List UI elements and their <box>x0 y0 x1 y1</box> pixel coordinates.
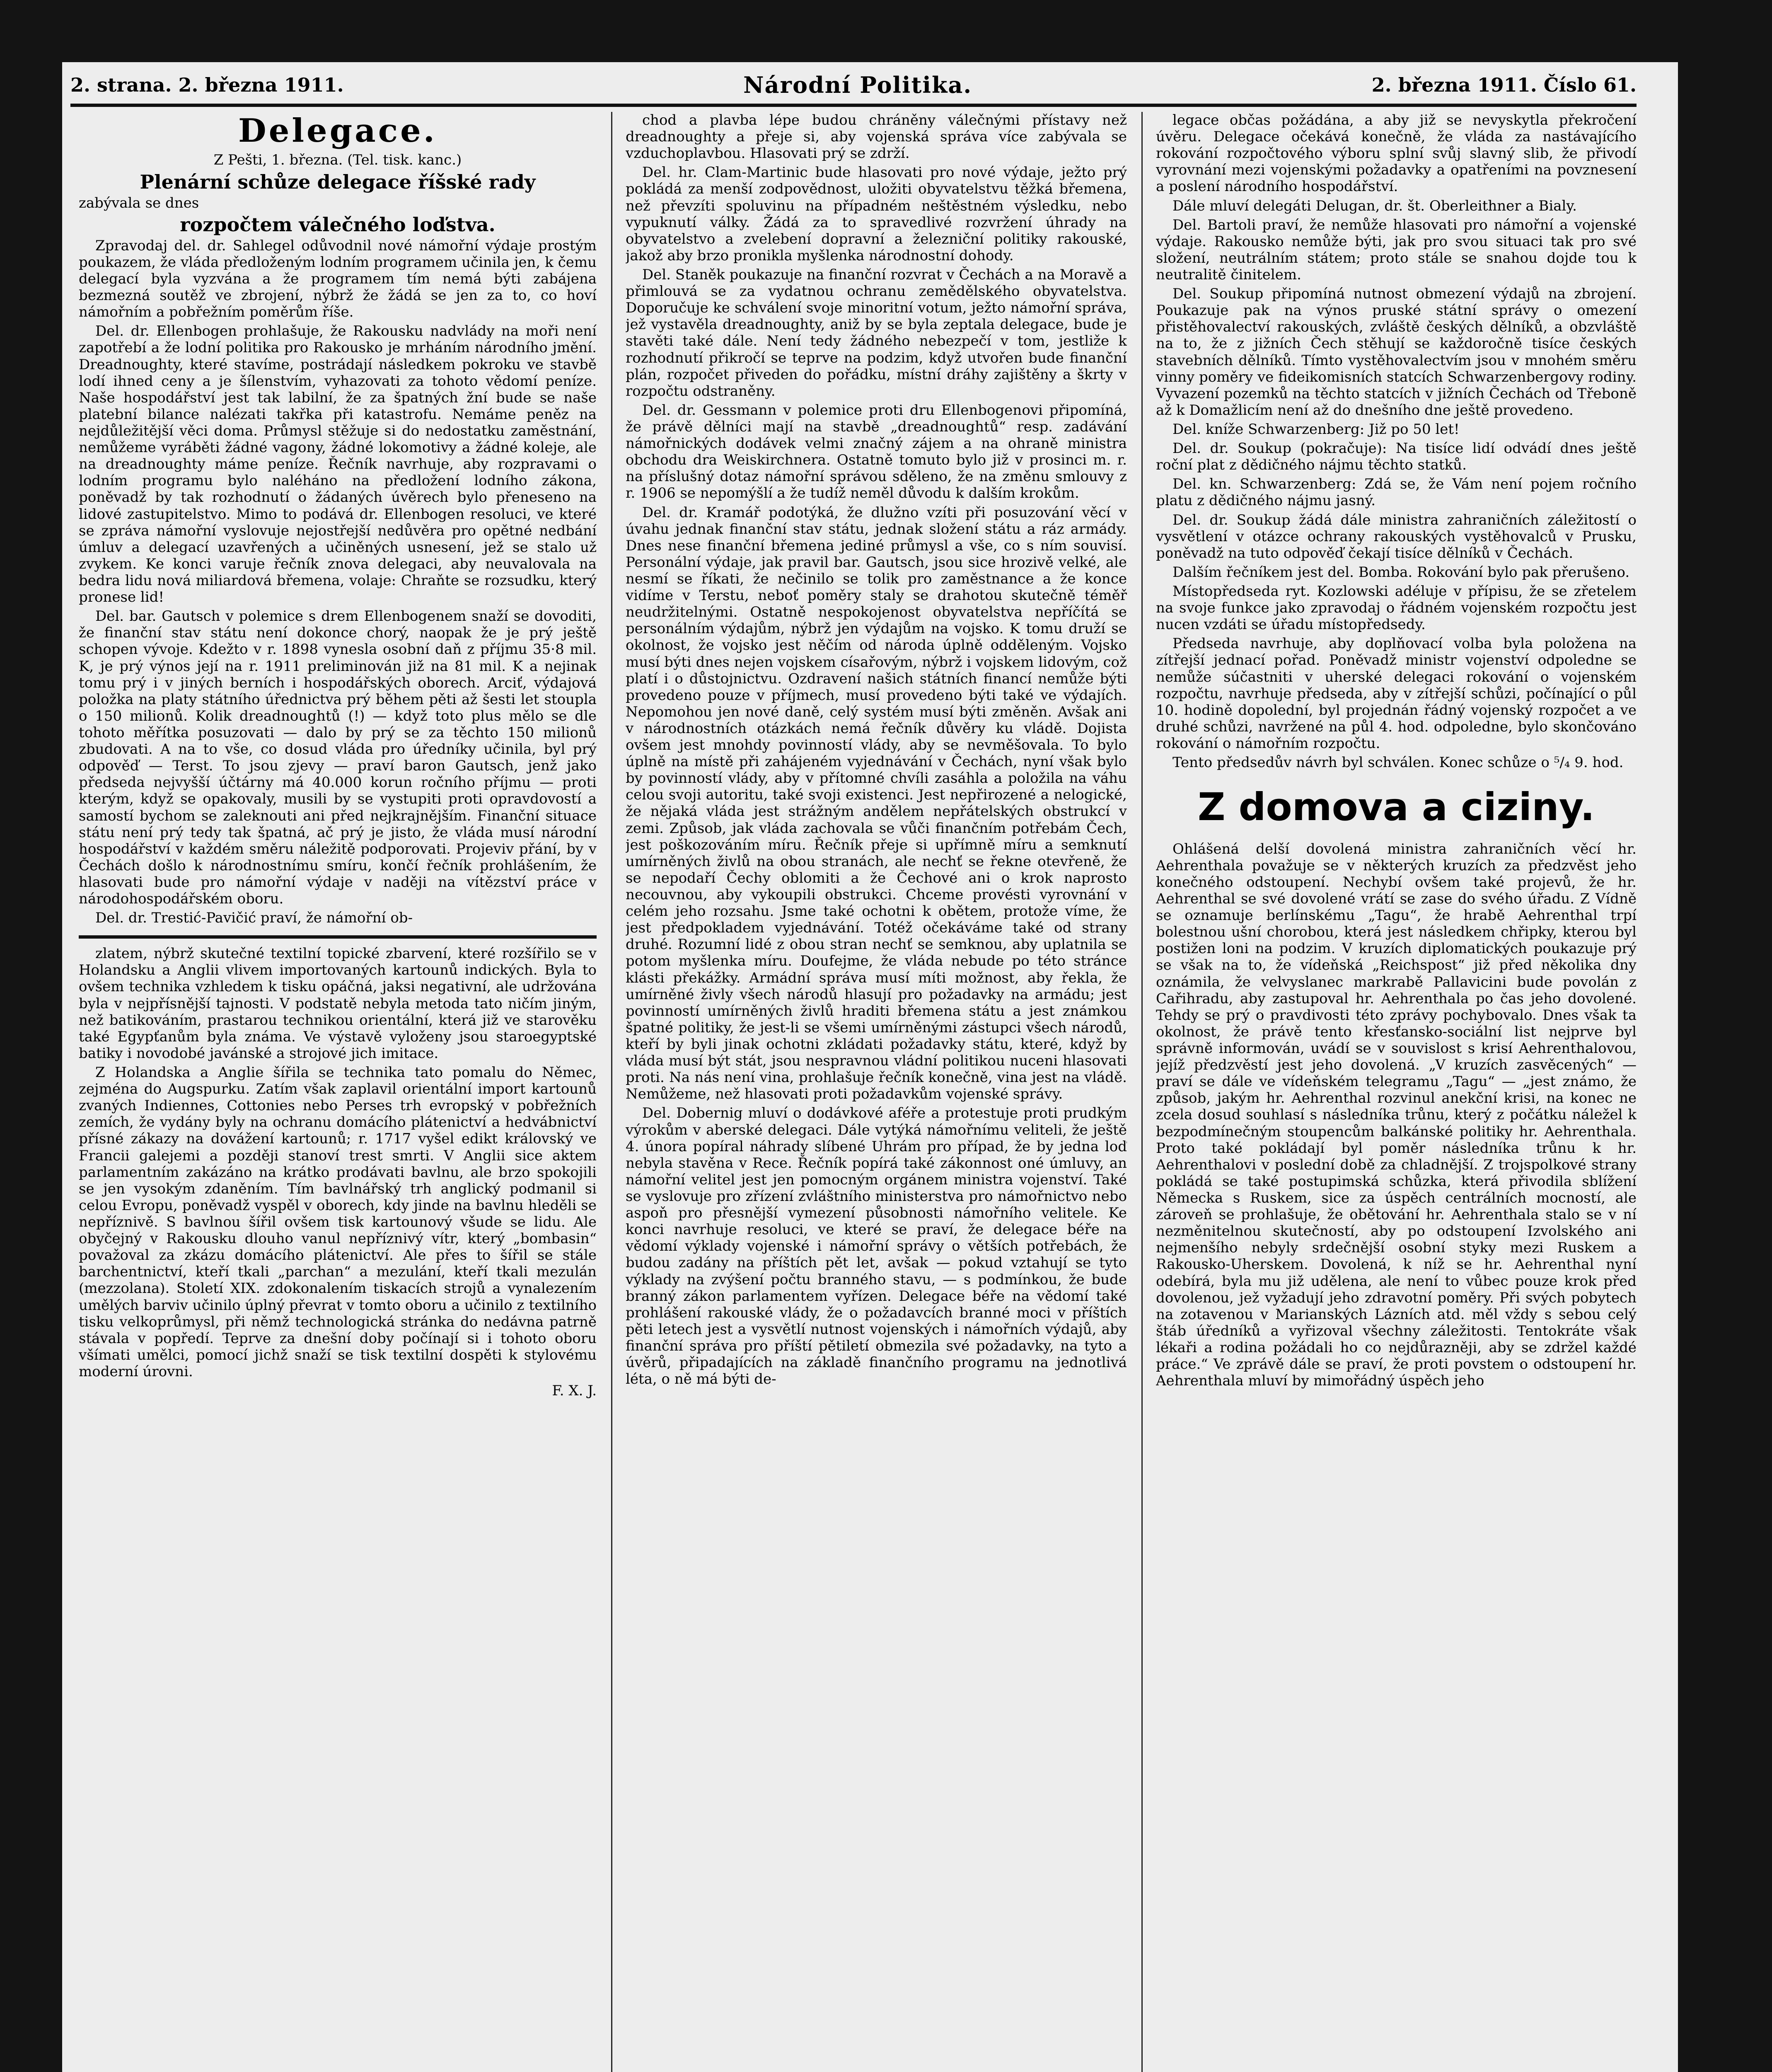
paragraph: Zpravodaj del. dr. Sahlegel odůvodnil nové námořní výdaje prostým poukazem, že vláda předloženým lodním programem učinila jen, k čemu delegací byla vyzvána a že programem tím nemá býti zabájena bezmezná soutěž ve zbrojení, nýbrž že žádá se jen za to, co hoví námořním a pobřežním poměrům říše. <box>79 237 597 321</box>
column-3 <box>1156 112 1637 2072</box>
paragraph: Dále mluví delegáti Delugan, dr. št. Oberleithner a Bialy. <box>1172 197 1577 214</box>
header-left: 2. strana. 2. března 1911. <box>70 74 344 96</box>
paragraph: Del. Dobernig mluví o dodávkové aféře a protestuje proti prudkým výrokům v aberské delegaci. Dále vytýká námořnímu veliteli, že ještě 4. února popíral náhrady slíbené Uhrám pro případ, že by jedna loď nebyla stavěna v Rece. Řečník popírá také zákonnost oné úmluvy, an námořní velitel jest jen pomocným orgánem ministra vojenství. Také se vyslovuje pro zřízení zvláštního ministerstva pro námořnictvo nebo aspoň pro přesnější vymezení působnosti námořního velitele. Ke konci navrhuje resoluci, ve které se praví, že delegace béře na vědomí výklady vojenské i námořní správy o větších potřebách, že budou zadány na příštích pět let, avšak — pokud vztahují se tyto výklady na zvýšení počtu branného stavu, — s podmínkou, že bude branný zákon parlamentem vyřízen. Delegace béře na vědomí také prohlášení rakouské vlády, že o požadavcích branné moci v příštích pěti letech jest a vysvětlí nutnost vojenských i námořních výdajů, aby finanční správa pro příští pětiletí obmezila své požadavky, na tyto a úvěrů, připadajících na základě finančního programu na jednotlivá léta, o ně má býti de- <box>626 1105 1127 1388</box>
paragraph: Del. bar. Gautsch v polemice s drem Ellenbogenem snaží se dovoditi, že finanční stav státu není dokonce chorý, naopak že je prý ještě schopen vývoje. Kdežto v r. 1898 vynesla osobní daň z příjmu 35·8 mil. K, je prý výnos její na r. 1911 preliminován již na 81 mil. K a nejinak tomu prý i v jiných berních i hospodářských oborech. Arciť, výdajová položka na platy státního úřednictva prý během pěti až šesti let stoupla o 150 milionů. Kolik dreadnoughtů (!) — když toto plus mělo se dle tohoto měřítka posuzovati — dalo by prý se za těchto 150 milionů zbudovati. A na to vše, co dosud vláda pro úředníky učinila, byl prý odpověď — Terst. To jsou zjevy — praví baron Gautsch, jenž jako předseda nejvyšší účtárny má 40.000 korun ročního příjmu — proti kterým, když se opakovaly, musili by se vystupiti proti opravdovostí a samostí bychom se zaleknouti ani před nejkrajnějším. Finanční situace státu není prý tedy tak špatná, ač prý je jisto, že vláda musí národní hospodářství v každém směru náležitě podporovati. Projeviv přání, by v Čechách došlo k národnostnímu smíru, končí řečník prohlášením, že hlasovati bude pro námořní výdaje v naději na vítězství práce v národohospodářském oboru. <box>79 608 597 908</box>
paragraph: Del. dr. Trestić-Pavičić praví, že námořní ob- <box>95 910 413 927</box>
paragraph: Del. hr. Clam-Martinic bude hlasovati pro nové výdaje, ježto prý pokládá za menší zodpovědnost, uložiti obyvatelstvu těžká břemena, než převzíti spoluvinu na případném neštěstném výsledku, nebo vypuknutí války. Žádá za to spravedlivé rozvržení úhrady na obyvatelstvo a zvelebení dopravní a železniční politiky rakouské, jakož aby brzo pronikla myšlenka národnostní dohody. <box>626 164 1127 264</box>
paragraph: Místopředseda ryt. Kozlowski adéluje v přípisu, že se zřetelem na svoje funkce jako zpravodaj o řádném vojenském rozpočtu jest nucen vzdáti se úřadu místopředsedy. <box>1156 583 1637 633</box>
paragraph: legace občas požádána, a aby již se nevyskytla překročení úvěru. Delegace očekává konečně, že vláda za nastávajícího rokování rozpočtového výboru splní svůj slavný slib, že přivodí vyrovnání mezi vojenskými požadavky a opatřeními na povznesení a poslení národního hospodářství. <box>1156 112 1637 195</box>
header-rule <box>70 104 1637 107</box>
header-right: 2. března 1911. Číslo 61. <box>1371 74 1637 96</box>
paragraph: Tento předsedův návrh byl schválen. Konec schůze o ⁵/₄ 9. hod. <box>1172 754 1624 771</box>
feuilleton-paragraph: zlatem, nýbrž skutečné textilní topické zbarvení, které rozšířilo se v Holandsku a Anglii vlivem importovaných kartounů indických. Byla to ovšem technika vzhledem k tisku opáčná, jaksi negativní, ale udržována byla v nejpřísnější tajnosti. V podstatě nebyla metoda tato ničím jiným, než batikováním, prastarou technikou orientální, která již ve starověku také Egypťanům byla známa. Ve výstavě vyloženy jsou staroegyptské batiky i novodobé javánské a strojové jich imitace. <box>79 945 597 1062</box>
paragraph: Del. dr. Ellenbogen prohlašuje, že Rakousku nadvlády na moři není zapotřebí a že lodní politika pro Rakousko je mrháním národního jmění. Dreadnoughty, které stavíme, postrádají následkem pokroku ve stavbě lodí ihned ceny a je šílenstvím, vyhazovati za tohoto vědomí peníze. Naše hospodářství jest tak labilní, že za špatných žní bude se naše platební bilance nalézati takřka při katastrofu. Nemáme peněz na nejdůležitější věci doma. Průmysl stěžuje si do nedostatku zaměstnání, nemůžeme vyráběti žádné vagony, žádné lokomotivy a žádné koleje, ale na dreadnoughty máme peníze. Řečník navrhuje, aby rozpravami o lodním programu bylo naléháno na předložení lodního zákona, poněvadž by tak rozhodnutí o žádaných úvěrech bylo přeneseno na lidové zastupitelstvo. Mimo to podává dr. Ellenbogen resoluci, ve které se zpráva námořní vyslovuje nejostřejší nedůvěra pro opětné nedbání úmluv a delegací uzavřených a učiněných usnesení, jež se stalo už zvykem. Ke konci varuje řečník znova delegaci, aby neuvalovala na bedra lidu nová miliardová břemena, volaje: Chraňte se rozsudku, který pronese lid! <box>79 323 597 606</box>
column-1 <box>79 112 597 2072</box>
paragraph: Del. kníže Schwarzenberg: Již po 50 let! <box>1172 421 1460 438</box>
paragraph: Del. dr. Soukup žádá dále ministra zahraničních záležitostí o vysvětlení v otázce ochrany rakouských vystěhovalců v Prusku, poněvadž na tuto odpověď čekají tisíce dělníků v Čechách. <box>1156 511 1637 562</box>
subhead-plenary: Plenární schůze delegace říšské rady <box>140 171 536 194</box>
paragraph: Dalším řečníkem jest del. Bomba. Rokování bylo pak přerušeno. <box>1172 564 1630 581</box>
subhead-occupied: zabývala se dnes <box>79 195 199 212</box>
paragraph: chod a plavba lépe budou chráněny válečnými přístavy než dreadnoughty a přeje si, aby vojenská správa více zabývala se vzduchoplavbou. Hlasovati prý se zdrží. <box>626 112 1127 162</box>
dateline: Z Pešti, 1. března. (Tel. tisk. kanc.) <box>213 152 462 169</box>
paragraph: Předseda navrhuje, aby doplňovací volba byla položena na zítřejší jednací pořad. Poněvadž ministr vojenství odpoledne se nemůže súčastniti v uherské delegaci rokování o vojenském rozpočtu, navrhuje předseda, aby v zítřejší schůzi, počínající o půl 10. hodině dopolední, byl projednán řádný vojenský rozpočet a ve druhé schůzi, navržené na půl 4. hod. odpoledne, bylo skončováno rokování o námořním rozpočtu. <box>1156 635 1637 752</box>
page-header <box>70 70 1637 99</box>
feuilleton-rule <box>79 935 597 939</box>
paragraph: Del. Staněk poukazuje na finanční rozvrat v Čechách a na Moravě a přimlouvá se za vydatnou ochranu zemědělského obyvatelstva. Doporučuje ke schválení svoje minoritní votum, ježto námořní správa, jež vystavěla dreadnoughty, aniž by se byla zeptala delegace, bude je stavěti také dále. Není tedy žádného nebezpečí v tom, jestliže k rozhodnutí přikročí se teprve na podzim, když utvořen bude finanční plán, rozpočet přiveden do pořádku, místní dráhy zajištěny a škrty v rozpočtu odstraněny. <box>626 266 1127 399</box>
paragraph: Del. dr. Gessmann v polemice proti dru Ellenbogenovi připomíná, že právě dělníci mají na stavbě „dreadnoughtů“ resp. zadávání námořnických dodávek velmi značný zájem a na ohraně ministra obchodu dra Weiskirchnera. Ostatně tomuto bylo již v prosinci m. r. na příslušný dotaz námořní správou sděleno, že na změnu smlouvy z r. 1906 se nepomýšlí a že tudíž neměl důvodu k dalším krokům. <box>626 402 1127 502</box>
newspaper-title: Národní Politika. <box>743 72 972 98</box>
column-2 <box>626 112 1127 2072</box>
feuilleton-paragraph: Z Holandska a Anglie šířila se technika tato pomalu do Němec, zejména do Augspurku. Zatím však zaplavil orientální import kartounů zvaných Indiennes, Cottonies nebo Perses trh evropský v pobřežních zemích, že vydány byly na ochranu domácího plátenictví a hedvábnictví přísné zákazy na dovážení kartounů; r. 1717 vyšel edikt královský ve Francii galejemi a později stanoví trest smrti. V Anglii sice aktem parlamentním zakázáno na krátko prodávati bavlnu, ale brzo spokojili se jen vysokým zdaněním. Tím bavlnářský trh anglický podmanil si celou Evropu, poněvadž vyspěl v oborech, kdy jinde na bavlnu hleděli se nepříznivě. S bavlnou šířil ovšem tisk kartounový všude se lidu. Ale obyčejný v Rakousku dlouho vanul nepříznivý vítr, který „bombasin“ považoval za zkázu domácího plátenictví. Ale přes to šířil se stále barchentnictví, kteří tkali „parchan“ a mezulání, kteří tkali mezulán (mezzolana). Století XIX. zdokonalením tiskacích strojů a vynalezením umělých barviv učinilo úplný převrat v tomto oboru a učinilo z textilního tisku velkoprůmysl, při němž technologická stránka do nedávna patrně stávala v popředí. Teprve za dnešní doby počínají si i tohoto oboru všímati umělci, pomocí jichž snaží se tisk textilní dospěti k stylovému moderní úrovni. <box>79 1064 597 1380</box>
paragraph: Del. dr. Soukup (pokračuje): Na tisíce lidí odvádí dnes ještě roční plat z dědičného nájmu těchto statků. <box>1156 440 1637 474</box>
feuilleton-signature: F. X. J. <box>552 1382 597 1399</box>
paragraph: Del. Soukup připomíná nutnost obmezení výdajů na zbrojení. Poukazuje pak na výnos pruské státní správy o omezení přistěhovalectví rakouských, zvláště českých dělníků, a obzvláště na to, že z jižních Čech stěhují se každoročně tisíce českých stavebních dělníků. Tímto vystěhovalectvím jsou v mnohém směru vinny poměry ve fideikomisních statcích Schwarzenbergovy rodiny. Vyvazení pozemků na těchto statcích v jižních Čechách od Třeboně až k Domažlicím není až do dnešního dne ještě provedeno. <box>1156 286 1637 419</box>
paragraph: Del. kn. Schwarzenberg: Zdá se, že Vám není pojem ročního platu z dědičného nájmu jasný. <box>1156 476 1637 509</box>
subhead-budget: rozpočtem válečného loďstva. <box>180 213 496 236</box>
paragraph: Ohlášená delší dovolená ministra zahraničních věcí hr. Aehrenthala považuje se v některých kruzích za předzvěst jeho konečného odstoupení. Nechybí ovšem také projevů, že hr. Aehrenthal se své dovolené vrátí se zase do svého úřadu. Z Vídně se oznamuje berlínskému „Tagu“, že hrabě Aehrenthal trpí bolestnou ušní chorobou, která jest následkem chřipky, kterou byl postižen loni na podzim. V kruzích diplomatických poukazuje prý se však na to, že vídeňská „Reichspost“ již před několika dny oznámila, že velvyslanec markrabě Pallavicini bude povolán z Cařihradu, aby zastupoval hr. Aehrenthala po čas jeho dovolené. Tehdy se prý o pravdivosti této zprávy pochybovalo. Dnes však ta okolnost, že právě tento křesťansko-sociální list nejprve byl správně informován, uvádí se v souvislost s krisí Aehrenthalovou, jejíž předzvěstí jest jeho dovolená. „V kruzích zasvěcených“ — praví se dále ve vídeňském telegramu „Tagu“ — „jest známo, že způsob, jakým hr. Aehrenthal rozvinul anekční krisi, na konec ne zcela dosud souhlasí s následníka trůnu, který z počátku náležel k bezpodmínečným stoupencům balkánské politiky hr. Aehrenthala. Proto také pokládají byl poměr následníka trůnu k hr. Aehrenthalovi v poslední době za chladnější. Z trojspolkové strany pokládá se také postupimská schůzka, která přivodila sblížení Německa s Ruskem, sice za úspěch centrálních mocností, ale zároveň se prohlašuje, že obětování hr. Aehrenthala stalo se v ní nezměnitelnou skutečností, aby po odstoupení Izvolského ani nejmenšího nebyly srdečnější osobní styky mezi Ruskem a Rakousko-Uherskem. Dovolená, k níž se hr. Aehrenthal nyní odebírá, byla mu již udělena, ale není to vůbec pouze krok před dovolenou, jež vyžadují jeho zdravotní poměry. Při svých pobytech na zotavenou v Marianských Lázních atd. měl vždy s sebou celý štáb úředníků a vyřizoval všechny záležitosti. Tentokráte však lékaři a rodina požádali ho co nejdůrazněji, aby se zdržel každé práce.“ Ve zprávě dále se praví, že proti povstem o odstoupení hr. Aehrenthala mluví by mimořádný úspěch jeho <box>1156 840 1637 1389</box>
article-title-delegace: Delegace. <box>238 112 437 150</box>
paragraph: Del. dr. Kramář podotýká, že dlužno vzíti při posuzování věcí v úvahu jednak finanční stav státu, jednak složení státu a ráz armády. Dnes nese finanční břemena jediné průmysl a vše, co s ním souvisí. Personální výdaje, jak pravil bar. Gautsch, jsou sice hrozivě velké, ale nesmí se říkati, že nečinilo se tolik pro zaměstnance a že konce vidíme v Terstu, neboť poměry staly se drahotou skutečně téměř neudržitelnými. Ostatně nespokojenost obyvatelstva nepříčítá se personálním výdajům, nýbrž jen výdajům na vojsko. K tomu druží se okolnost, že vojsko jest něčím od národa úplně odděleným. Vojsko musí býti dnes nejen vojskem císařovým, nýbrž i vojskem lidovým, což platí i o důstojnictvu. Ozdravení našich státních financí nemůže býti provedeno pouze v příjmech, musí provedeno býti také ve výdajích. Nepomohou jen nové daně, celý systém musí býti změněn. Avšak ani v národnostních otázkách nemá řečník důvěry ku vládě. Dojista ovšem jest mnohdy povinností vlády, aby se nevměšovala. To bylo úplně na místě při zahájeném vyjednávání v Čechách, nyní však bylo by povinností vlády, aby v přítomné chvíli zasáhla a položila na váhu celou svoji autoritu, také svoji existenci. Jest nepřirozené a nelogické, že nějaká vláda jest strážným andělem nepřátelských obstrukcí v zemi. Způsob, jak vláda zachovala se vůči finančním potřebám Čech, jest poškozováním míru. Řečník přeje si upřímně míru a semknutí umírněných živlů na obou stranách, ale nechť se řekne otevřeně, že se nepodaří Čechy oblomiti a že Čechové ani o krok naprosto necouvnou, aby vykoupili obstrukci. Chceme provésti vyrovnání v celém jeho rozsahu. Jsme také ochotni k obětem, protože víme, že jest předpokladem vyjednávání. Totéž očekáváme také od strany druhé. Rozumní lidé z obou stran nechť se semknou, aby uplatnila se potom myšlenka míru. Doufejme, že vláda nebude po této stránce klásti překážky. Armádní správa musí míti možnost, aby řekla, že umírněné živly všech národů hlasují pro požadavky na armádu; jest povinností umírněných živlů hraditi břemena státu a jest známkou špatné politiky, že jest-li se všemi umírněnými zástupci všech národů, kteří by byli jinak ochotni zkládati požadavky státu, které, když by vláda musí být stát, jsou nespravnou vládní politikou nuceni hlasovati proti. Na nás není vina, prohlašuje řečník konečně, vina jest na vládě. Nemůžeme, než hlasovati proti požadavkům vojenské správy. <box>626 504 1127 1103</box>
paragraph: Del. Bartoli praví, že nemůže hlasovati pro námořní a vojenské výdaje. Rakousko nemůže býti, jak pro svou situaci tak pro své složení, neutrálním státem; proto stále se snahou dojde tou k neutralitě činitelem. <box>1156 216 1637 283</box>
section-title-domov: Z domova a ciziny. <box>1197 785 1595 830</box>
column-rule-1 <box>611 112 612 2072</box>
column-rule-2 <box>1141 112 1143 2072</box>
